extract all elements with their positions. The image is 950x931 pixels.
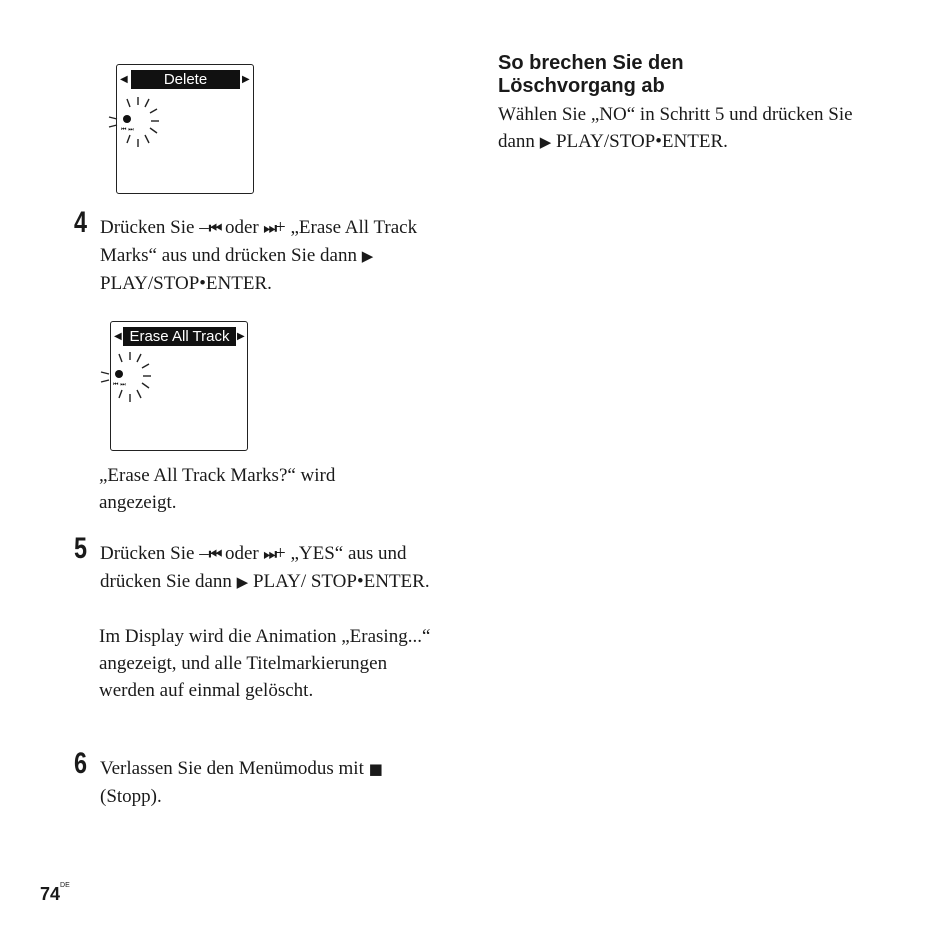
- step-number-6: 6: [74, 747, 88, 780]
- page-language-suffix: DE: [60, 882, 70, 889]
- display-title: Erase All Track: [123, 327, 236, 346]
- right-arrow-icon: ▶: [237, 331, 245, 342]
- display-title: Delete: [131, 70, 240, 89]
- previous-icon: ⏮: [208, 545, 221, 563]
- display-delete: [116, 64, 254, 194]
- flashing-button-icon: [99, 350, 169, 406]
- flashing-button-icon: [107, 95, 177, 151]
- step6-instruction: Verlassen Sie den Menümodus mit ■ (Stopp).: [100, 758, 383, 807]
- play-icon: ▶: [361, 247, 374, 265]
- section-heading: So brechen Sie den Löschvorgang ab: [498, 52, 684, 97]
- page-number: 74DE: [40, 882, 70, 904]
- play-icon: ▶: [539, 133, 552, 151]
- step-number-5: 5: [74, 532, 88, 565]
- display-erase-all-track: [110, 321, 248, 451]
- next-icon: ⏭: [263, 219, 275, 237]
- step5-instruction: Drücken Sie –⏮ oder ⏭+ „YES“ aus und drücken Sie dann ▶ PLAY/ STOP•ENTER.: [100, 543, 430, 592]
- cancel-instruction: Wählen Sie „NO“ in Schritt 5 und drücken Sie dann ▶ PLAY/STOP•ENTER.: [498, 104, 853, 152]
- step5-result: Im Display wird die Animation „Erasing...“ angezeigt, und alle Titelmarkierungen werden auf einmal gelöscht.: [99, 626, 431, 701]
- svg-text:⏮ ⏭: ⏮ ⏭: [121, 126, 134, 133]
- next-icon: ⏭: [263, 545, 275, 563]
- right-arrow-icon: ▶: [242, 74, 250, 85]
- stop-icon: ■: [368, 760, 383, 778]
- step4-instruction: Drücken Sie –⏮ oder ⏭+ „Erase All Track Marks“ aus und drücken Sie dann ▶ PLAY/STOP•ENTER.: [100, 217, 418, 294]
- step4-result: „Erase All Track Marks?“ wird angezeigt.: [99, 465, 336, 513]
- step-number-4: 4: [74, 206, 88, 239]
- svg-text:⏮ ⏭: ⏮ ⏭: [113, 381, 126, 388]
- left-arrow-icon: ◀: [114, 331, 122, 342]
- left-arrow-icon: ◀: [120, 74, 128, 85]
- play-icon: ▶: [236, 573, 249, 591]
- previous-icon: ⏮: [208, 219, 221, 237]
